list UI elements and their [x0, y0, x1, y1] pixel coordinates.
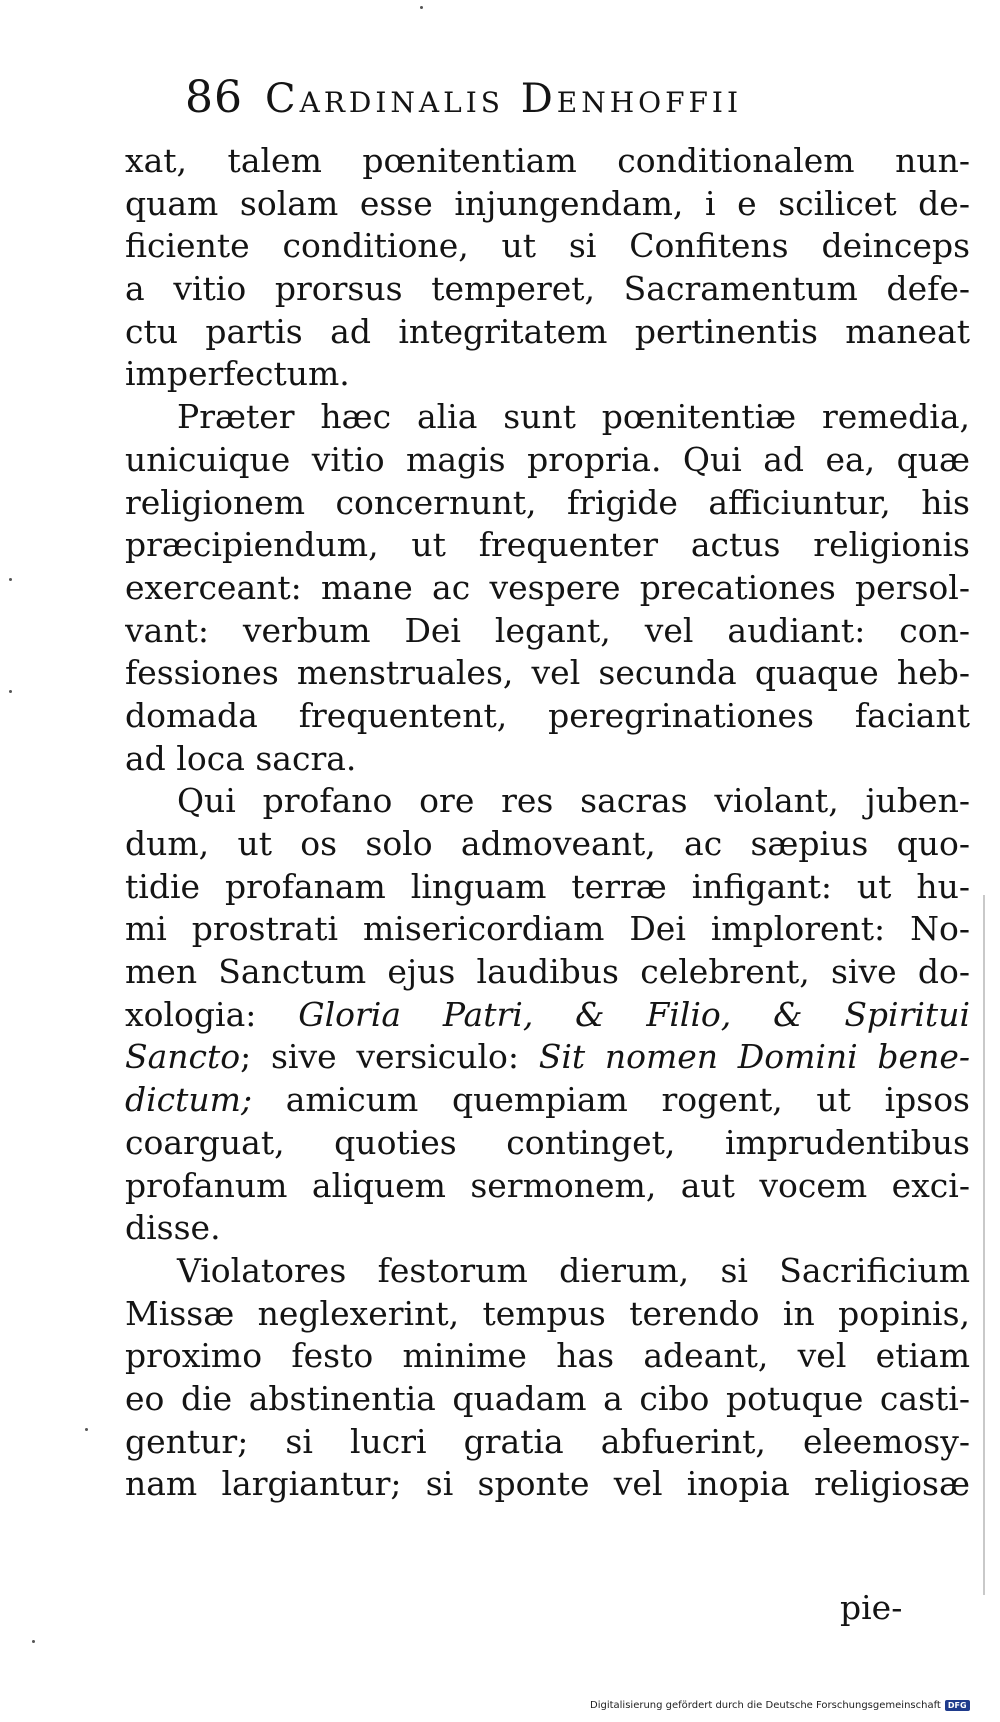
- text-line: a vitio prorsus temperet, Sacramentum defe-: [125, 269, 970, 309]
- page-number: 86: [185, 72, 243, 123]
- text-line: tidie profanam linguam terræ infigant: ut hu-: [125, 866, 970, 906]
- catchword: pie-: [840, 1588, 903, 1627]
- text-line: exerceant: mane ac vespere precationes persol-: [125, 567, 970, 607]
- digitization-footer: [590, 1700, 970, 1711]
- running-head: Cardinalis Denhoffii: [265, 76, 743, 122]
- ink-speck: [9, 578, 12, 581]
- ink-speck: [85, 1428, 88, 1431]
- dfg-logo-icon: DFG: [945, 1700, 970, 1711]
- text-line: profanum aliquem sermonem, aut vocem exci-: [125, 1165, 970, 1205]
- ink-speck: [32, 1640, 35, 1643]
- paragraph-start: Præter hæc alia sunt pœnitentiæ remedia,: [177, 397, 970, 437]
- text-line: mi prostrati misericordiam Dei implorent: No-: [125, 909, 970, 949]
- paragraph-start: Violatores festorum dierum, si Sacrificium: [177, 1250, 970, 1290]
- text-line: fessiones menstruales, vel secunda quaque heb-: [125, 653, 970, 693]
- text-line: ficiente conditione, ut si Confitens deinceps: [125, 226, 970, 266]
- text-line: imperfectum.: [125, 354, 350, 394]
- text-line: men Sanctum ejus laudibus celebrent, sive do-: [125, 952, 970, 992]
- page-edge-rule: [983, 895, 985, 1595]
- page-header: [175, 72, 895, 132]
- text-line: religionem concernunt, frigide afficiuntur, his: [125, 482, 970, 522]
- text-line: præcipiendum, ut frequenter actus religionis: [125, 525, 970, 565]
- text-line: domada frequentent, peregrinationes faciant: [125, 695, 970, 735]
- text-line: dum, ut os solo admoveant, ac sæpius quo-: [125, 824, 970, 863]
- text-line: proximo festo minime has adeant, vel etiam: [125, 1336, 970, 1376]
- body-text: [125, 140, 970, 1506]
- paragraph-start: Qui profano ore res sacras violant, juben-: [177, 781, 970, 821]
- ink-speck: [9, 690, 12, 693]
- text-line: xologia: Gloria Patri, & Filio, & Spiritui: [125, 994, 970, 1034]
- text-line: Missæ neglexerint, tempus terendo in popinis,: [125, 1293, 970, 1333]
- text-line: nam largiantur; si sponte vel inopia religiosæ: [125, 1464, 970, 1504]
- text-line: coarguat, quoties continget, imprudentibus: [125, 1122, 970, 1162]
- text-line: gentur; si lucri gratia abfuerint, eleemosy-: [125, 1421, 970, 1461]
- text-line: ctu partis ad integritatem pertinentis maneat: [125, 311, 970, 351]
- text-line: xat, talem pœnitentiam conditionalem nun-: [125, 141, 970, 180]
- text-line: vant: verbum Dei legant, vel audiant: con-: [125, 610, 970, 650]
- footer-text: Digitalisierung gefördert durch die Deutsche Forschungsgemeinschaft: [590, 1700, 941, 1711]
- text-line: dictum; amicum quempiam rogent, ut ipsos: [125, 1080, 970, 1120]
- text-line: quam solam esse injungendam, i e scilicet de-: [125, 183, 970, 223]
- text-line: ad loca sacra.: [125, 738, 357, 778]
- text-line: disse.: [125, 1208, 221, 1248]
- text-line: unicuique vitio magis propria. Qui ad ea, quæ: [125, 439, 970, 479]
- ink-speck: [420, 6, 423, 9]
- text-line: eo die abstinentia quadam a cibo potuque casti-: [125, 1378, 970, 1418]
- text-line: Sancto; sive versiculo: Sit nomen Domini bene-: [125, 1037, 970, 1077]
